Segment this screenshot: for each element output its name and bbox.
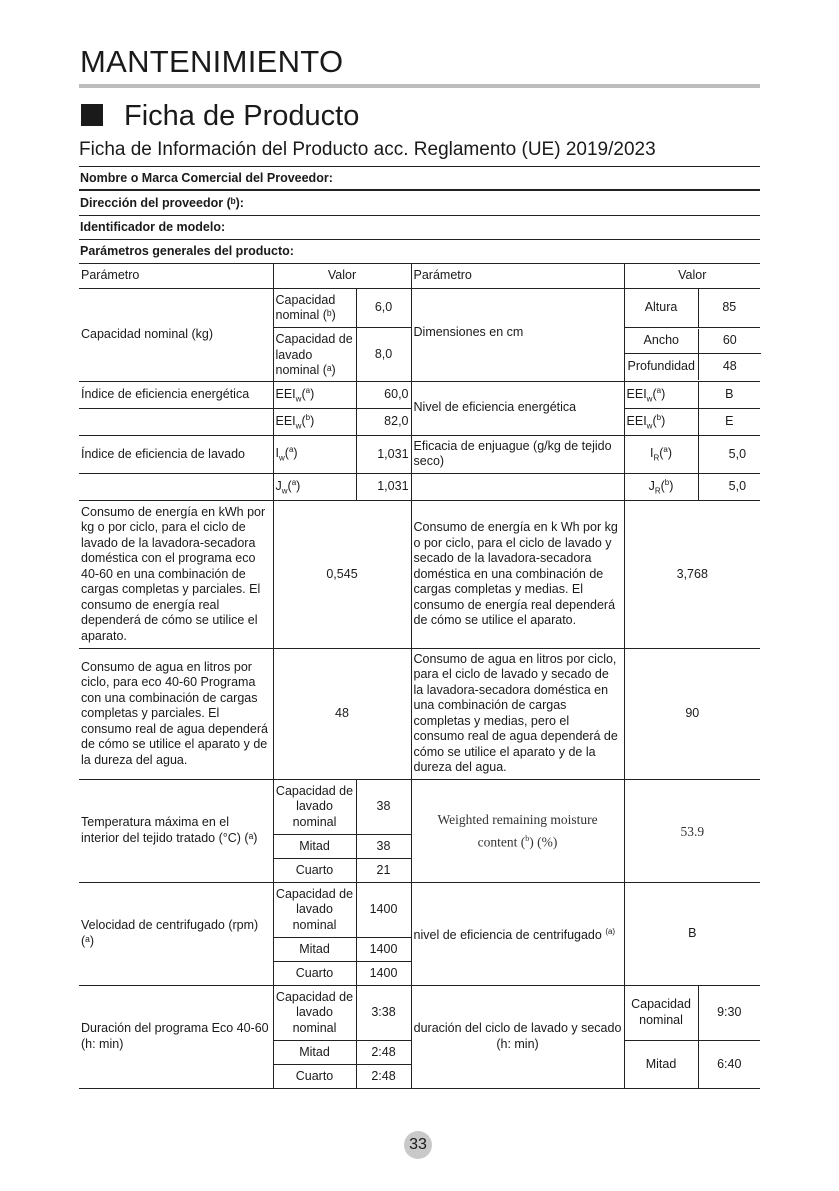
max-temp-rated-label: Capacidad de lavado nominal: [273, 779, 356, 834]
table-row: [79, 985, 760, 1040]
title-underline: [79, 84, 760, 88]
water-dry-value: 90: [624, 648, 760, 779]
eco-duration-half-value: 2:48: [356, 1040, 411, 1064]
eco-duration-label: Duración del programa Eco 40-60 (h: min): [79, 985, 273, 1088]
table-row: [79, 648, 760, 779]
height-value: 85: [698, 289, 760, 328]
model-identifier-row: Identificador de modelo:: [80, 220, 226, 234]
rinsing-label: Eficacia de enjuague (g/kg de tejido seco): [411, 435, 624, 473]
washing-index-b-value: 1,031: [356, 473, 411, 500]
water-wash-label: Consumo de agua en litros por ciclo, para eco 40-60 Programa con una combinación de cargas completas y parciales. El consumo real de agua dependerá de cómo se utilice el aparato y de la dureza del agua.: [79, 648, 273, 779]
moisture-value: 53.9: [624, 779, 760, 882]
spin-class-label: nivel de eficiencia de centrifugado $^{(a)}$: [411, 882, 624, 985]
eco-duration-quarter-value: 2:48: [356, 1064, 411, 1088]
section-title: MANTENIMIENTO: [80, 44, 344, 79]
max-temp-quarter-value: 21: [356, 858, 411, 882]
divider: [79, 189, 760, 191]
energy-class-label: Nivel de eficiencia energética: [411, 381, 624, 435]
depth-label: Profundidad: [625, 353, 699, 380]
spin-speed-quarter-value: 1400: [356, 961, 411, 985]
capacity-sub2-value: 8,0: [356, 328, 411, 382]
wash-dry-half-label: Mitad: [624, 1040, 698, 1088]
capacity-sub1-label: Capacidad nominal (ᵇ): [273, 289, 356, 328]
table-row: [79, 435, 760, 473]
max-temp-rated-value: 38: [356, 779, 411, 834]
energy-index-b-label: $EEI_w(^b)$: [273, 408, 356, 435]
width-label: Ancho: [625, 329, 699, 354]
page-number-badge: 33: [404, 1131, 432, 1159]
width-depth-cell: [624, 328, 760, 382]
max-temp-label: Temperatura máxima en el interior del tejido tratado (°C) (ᵃ): [79, 779, 273, 882]
spin-class-value: B: [624, 882, 760, 985]
energy-index-label: Índice de eficiencia energética: [79, 381, 273, 408]
empty-cell: [79, 473, 273, 500]
energy-index-b-value: 82,0: [356, 408, 411, 435]
table-row: [79, 289, 760, 314]
width-value: 60: [699, 329, 761, 354]
wash-dry-half-value: 6:40: [698, 1040, 760, 1088]
water-wash-value: 48: [273, 648, 411, 779]
product-info-table: [79, 263, 760, 1089]
spin-speed-label: Velocidad de centrifugado (rpm) (ᵃ): [79, 882, 273, 985]
table-row: [79, 473, 760, 500]
table-header-row: [79, 264, 760, 289]
eco-duration-quarter-label: Cuarto: [273, 1064, 356, 1088]
spin-speed-rated-label: Capacidad de lavado nominal: [273, 882, 356, 937]
supplier-address-row: Dirección del proveedor (ᵇ):: [80, 196, 244, 210]
energy-class-a-label: $EEI_w(^a)$: [624, 381, 698, 408]
table-row: [79, 779, 760, 834]
capacity-label: Capacidad nominal (kg): [79, 289, 273, 382]
page-subheading: Ficha de Información del Producto acc. Reglamento (UE) 2019/2023: [79, 139, 656, 160]
energy-class-b-label: $EEI_w(^b)$: [624, 408, 698, 435]
table-row: [79, 500, 760, 648]
general-params-row: Parámetros generales del producto:: [80, 244, 294, 258]
height-label: Altura: [624, 289, 698, 328]
energy-consumption-wash-label: Consumo de energía en kWh por kg o por ciclo, para el ciclo de lavado de la lavadora-secadora doméstica con el programa eco 40-60 en una combinación de cargas completas y parciales. El consumo de energía real dependerá de cómo se utilice el aparato.: [79, 500, 273, 648]
empty-cell: [411, 473, 624, 500]
moisture-label: Weighted remaining moisture content ($^b$) (%): [411, 779, 624, 882]
empty-cell: [79, 408, 273, 435]
energy-index-a-value: 60,0: [356, 381, 411, 408]
eco-duration-rated-value: 3:38: [356, 985, 411, 1040]
washing-index-label: Índice de eficiencia de lavado: [79, 435, 273, 473]
col-header-value-right: Valor: [624, 264, 760, 289]
energy-consumption-wash-value: 0,545: [273, 500, 411, 648]
energy-class-a-value: B: [698, 381, 760, 408]
wash-dry-rated-label: Capacidad nominal: [624, 985, 698, 1040]
washing-index-a-label: $I_w(^a)$: [273, 435, 356, 473]
capacity-sub1-value: 6,0: [356, 289, 411, 328]
water-dry-label: Consumo de agua en litros por ciclo, para el ciclo de lavado y secado de la lavadora-secadora doméstica en una combinación de cargas completas y medias, pero el consumo real de agua dependerá de cómo se utilice el aparato y de la dureza del agua.: [411, 648, 624, 779]
spin-speed-half-value: 1400: [356, 937, 411, 961]
table-row: [79, 381, 760, 408]
energy-class-b-value: E: [698, 408, 760, 435]
energy-index-a-label: $EEI_w(^a)$: [273, 381, 356, 408]
heading-square-icon: [81, 104, 103, 126]
max-temp-half-label: Mitad: [273, 834, 356, 858]
col-header-value-left: Valor: [273, 264, 411, 289]
rinsing-b-label: $J_R(^b)$: [624, 473, 698, 500]
energy-consumption-dry-value: 3,768: [624, 500, 760, 648]
spin-speed-half-label: Mitad: [273, 937, 356, 961]
eco-duration-rated-label: Capacidad de lavado nominal: [273, 985, 356, 1040]
eco-duration-half-label: Mitad: [273, 1040, 356, 1064]
spin-speed-rated-value: 1400: [356, 882, 411, 937]
wash-dry-rated-value: 9:30: [698, 985, 760, 1040]
supplier-name-row: Nombre o Marca Comercial del Proveedor:: [80, 171, 333, 185]
max-temp-half-value: 38: [356, 834, 411, 858]
capacity-sub2-label: Capacidad de lavado nominal (ᵃ): [273, 328, 356, 382]
spin-speed-quarter-label: Cuarto: [273, 961, 356, 985]
page-heading: Ficha de Producto: [124, 100, 360, 132]
rinsing-a-value: 5,0: [698, 435, 760, 473]
col-header-param-left: Parámetro: [79, 264, 273, 289]
table-row: [79, 882, 760, 937]
dimensions-label: Dimensiones en cm: [411, 289, 624, 382]
washing-index-a-value: 1,031: [356, 435, 411, 473]
depth-value: 48: [722, 359, 737, 373]
rinsing-b-value: 5,0: [698, 473, 760, 500]
col-header-param-right: Parámetro: [411, 264, 624, 289]
energy-consumption-dry-label: Consumo de energía en k Wh por kg o por ciclo, para el ciclo de lavado y secado de la lavadora-secadora doméstica en una combinación de cargas completas y medias. El consumo de energía real dependerá de cómo se utilice el aparato.: [411, 500, 624, 648]
washing-index-b-label: $J_w(^a)$: [273, 473, 356, 500]
wash-dry-duration-label: duración del ciclo de lavado y secado (h: min): [411, 985, 624, 1088]
rinsing-a-label: $I_R(^a)$: [624, 435, 698, 473]
max-temp-quarter-label: Cuarto: [273, 858, 356, 882]
